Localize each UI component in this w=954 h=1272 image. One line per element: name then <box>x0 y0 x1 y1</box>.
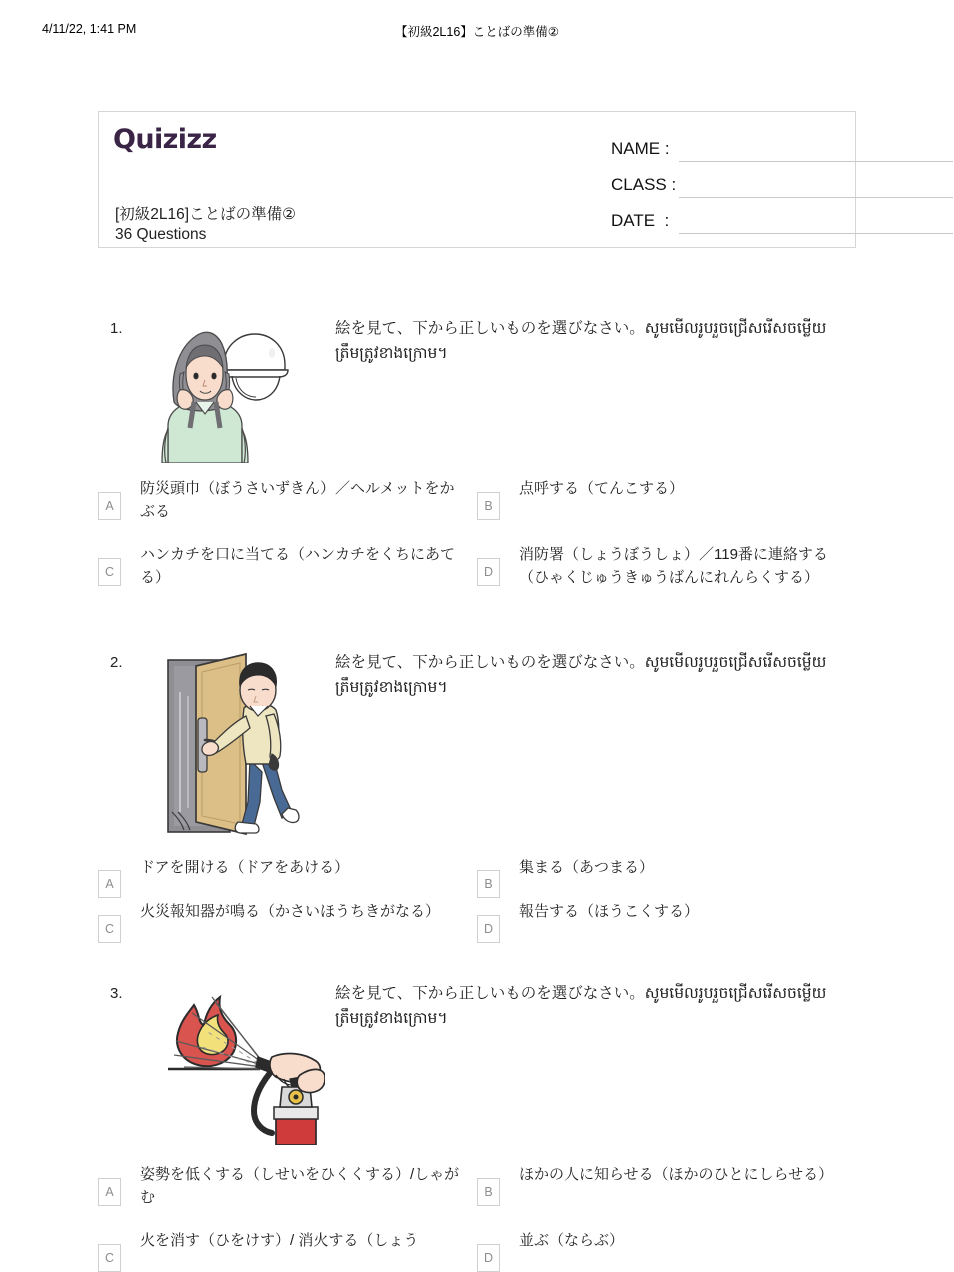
quizizz-logo-text: Quizizz <box>113 124 217 155</box>
option-badge-b: B <box>477 492 500 520</box>
question-image-2 <box>150 652 320 842</box>
option-badge-b: B <box>477 1178 500 1206</box>
name-field-label: NAME : <box>611 139 670 158</box>
option-badge-a: A <box>98 492 121 520</box>
print-document-title: 【初級2L16】ことばの準備② <box>394 25 559 39</box>
option-badge-c: C <box>98 1244 121 1272</box>
print-header <box>0 22 954 42</box>
hands-using-fire-extinguisher-on-flames-icon <box>150 983 325 1145</box>
option-text-b: ほかの人に知らせる（ほかのひとにしらせる） <box>519 1166 834 1183</box>
class-field-input-line[interactable] <box>679 197 953 198</box>
question-number-3: 3. <box>110 985 123 1002</box>
quiz-info-card <box>98 111 856 248</box>
option-text-a: ドアを開ける（ドアをあける） <box>140 859 350 876</box>
option-badge-b: B <box>477 870 500 898</box>
name-field-row <box>611 139 953 169</box>
option-badge-a: A <box>98 870 121 898</box>
option-badge-d: D <box>477 558 500 586</box>
quizizz-logo <box>113 126 217 153</box>
question-prompt-2: 絵を見て、下から正しいものを選びなさい。សូមមើលរូបរួចជ្រើសរើសចម្លើយត្រឹមត្រូវខាងក្រោម។ <box>335 654 827 697</box>
option-text-c: 火を消す（ひをけす）/ 消火する（しょう <box>140 1232 419 1249</box>
option-text-a: 防災頭巾（ぼうさいずきん）／ヘルメットをかぶる <box>140 480 455 520</box>
option-text-d: 消防署（しょうぼうしょ）／119番に連絡する（ひゃくじゅうきゅうばんにれんらくする） <box>519 546 828 586</box>
option-text-c: ハンカチを口に当てる（ハンカチをくちにあてる） <box>140 546 456 586</box>
name-field-input-line[interactable] <box>679 161 953 162</box>
option-badge-d: D <box>477 1244 500 1272</box>
quiz-question-count: 36 Questions <box>115 226 207 243</box>
question-prompt-1: 絵を見て、下から正しいものを選びなさい。សូមមើលរូបរួចជ្រើសរើសចម្លើយត្រឹមត្រូវខាងក្រោម។ <box>335 320 827 363</box>
question-number-2: 2. <box>110 654 123 671</box>
quiz-title: [初級2L16]ことばの準備② <box>115 206 296 223</box>
question-image-3 <box>150 983 325 1145</box>
option-badge-c: C <box>98 558 121 586</box>
option-text-d: 並ぶ（ならぶ） <box>519 1232 625 1249</box>
girl-wearing-disaster-hood-and-helmet-icon <box>150 318 290 463</box>
date-field-label: DATE : <box>611 211 670 230</box>
class-field-row <box>611 175 953 205</box>
question-prompt-3: 絵を見て、下から正しいものを選びなさい。សូមមើលរូបរួចជ្រើសរើសចម្លើយត្រឹមត្រូវខាងក្រោម។ <box>335 985 827 1028</box>
option-text-c: 火災報知器が鳴る（かさいほうちきがなる） <box>140 903 441 920</box>
print-date: 4/11/22, 1:41 PM <box>42 22 137 36</box>
date-field-row <box>611 211 953 241</box>
option-badge-a: A <box>98 1178 121 1206</box>
option-text-d: 報告する（ほうこくする） <box>519 903 700 920</box>
option-text-b: 集まる（あつまる） <box>519 859 655 876</box>
question-image-1 <box>150 318 290 463</box>
option-badge-d: D <box>477 915 500 943</box>
class-field-label: CLASS : <box>611 175 677 194</box>
man-opening-door-icon <box>150 652 320 842</box>
question-number-1: 1. <box>110 320 123 337</box>
option-badge-c: C <box>98 915 121 943</box>
option-text-a: 姿勢を低くする（しせいをひくくする）/しゃがむ <box>140 1166 460 1206</box>
option-text-b: 点呼する（てんこする） <box>519 480 685 497</box>
date-field-input-line[interactable] <box>679 233 953 234</box>
